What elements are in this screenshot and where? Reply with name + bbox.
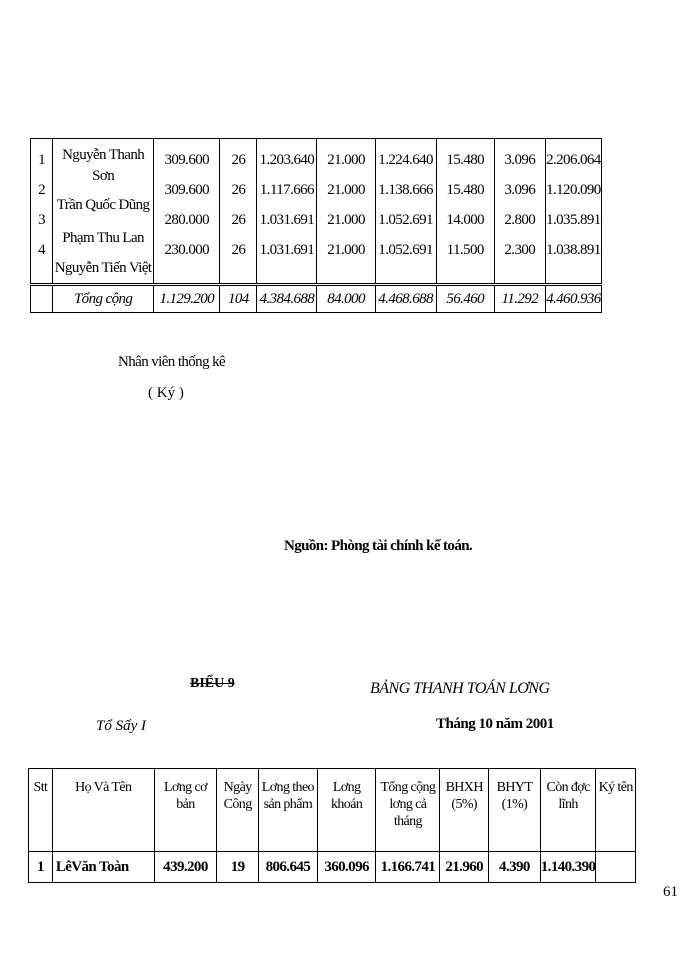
page-number: 61 — [663, 884, 678, 900]
cell: LêVăn Toàn — [52, 852, 154, 883]
total-row — [31, 285, 602, 313]
name-cell: Nguyễn Thanh Sơn Trần Quốc Dũng Phạm Thu Lan Nguyễn Tiến Việt — [53, 139, 154, 285]
cell: 19 — [217, 852, 259, 883]
cell: 4.390 — [489, 852, 541, 883]
header-cell: Họ Và Tên — [52, 769, 154, 852]
bhxh-cell: 15.480 15.480 14.000 11.500 — [436, 139, 494, 285]
team-label: Tổ Sấy I — [96, 718, 146, 734]
salary-table-1 — [30, 138, 602, 313]
cell: 360.096 — [317, 852, 376, 883]
header-cell: Còn đợc lĩnh — [540, 769, 596, 852]
total-luong-san-pham: 4.384.688 — [257, 285, 317, 313]
header-cell: BHXH (5%) — [440, 769, 489, 852]
cell — [596, 852, 636, 883]
cell: 806.645 — [259, 852, 318, 883]
header-cell: Stt — [29, 769, 53, 852]
total-tong-cong: 4.468.688 — [375, 285, 436, 313]
total-label: Tổng cộng — [53, 285, 154, 313]
total-ngay-cong: 104 — [220, 285, 257, 313]
header-cell: Lơng cơ bản — [154, 769, 217, 852]
luong-khoan-cell: 21.000 21.000 21.000 21.000 — [317, 139, 375, 285]
cell: 1.166.741 — [376, 852, 440, 883]
header-cell: Lơng khoán — [317, 769, 376, 852]
total-luong-khoan: 84.000 — [317, 285, 375, 313]
month-label: Tháng 10 năm 2001 — [436, 716, 554, 732]
header-cell: Lơng theo sản phẩm — [259, 769, 318, 852]
header-cell: Ngày Công — [217, 769, 259, 852]
source-note: Nguồn: Phòng tài chính kế toán. — [284, 538, 473, 554]
tong-cong-cell: 1.224.640 1.138.666 1.052.691 1.052.691 — [375, 139, 436, 285]
total-con-duoc-linh: 4.460.936 — [545, 285, 601, 313]
cell: 439.200 — [154, 852, 217, 883]
total-bhxh: 56.460 — [436, 285, 494, 313]
table-row — [31, 139, 602, 285]
stt-cell: 1 2 3 4 — [31, 139, 53, 285]
bhyt-cell: 3.096 3.096 2.800 2.300 — [494, 139, 545, 285]
total-bhyt: 11.292 — [494, 285, 545, 313]
header-cell: Ký tên — [596, 769, 636, 852]
total-luong-co-ban: 1.129.200 — [154, 285, 220, 313]
signature-title: Nhân viên thống kê — [118, 354, 226, 370]
luong-co-ban-cell: 309.600 309.600 280.000 230.000 — [154, 139, 220, 285]
cell: 1.140.390 — [540, 852, 596, 883]
signature-note: ( Ký ) — [148, 385, 184, 401]
payroll-title: BẢNG THANH TOÁN LƠNG — [370, 680, 550, 697]
con-duoc-linh-cell: 2.206.064 1.120.090 1.035.891 1.038.891 — [545, 139, 601, 285]
empty-cell — [31, 285, 53, 313]
header-cell: BHYT (1%) — [489, 769, 541, 852]
ngay-cong-cell: 26 26 26 26 — [220, 139, 257, 285]
table-row — [29, 852, 636, 883]
header-row — [29, 769, 636, 852]
cell: 21.960 — [440, 852, 489, 883]
header-cell: Tổng cộng lơng cả tháng — [376, 769, 440, 852]
luong-san-pham-cell: 1.203.640 1.117.666 1.031.691 1.031.691 — [257, 139, 317, 285]
bieu-label: BIỂU 9 — [190, 676, 235, 691]
salary-table-2 — [28, 768, 636, 883]
cell: 1 — [29, 852, 53, 883]
